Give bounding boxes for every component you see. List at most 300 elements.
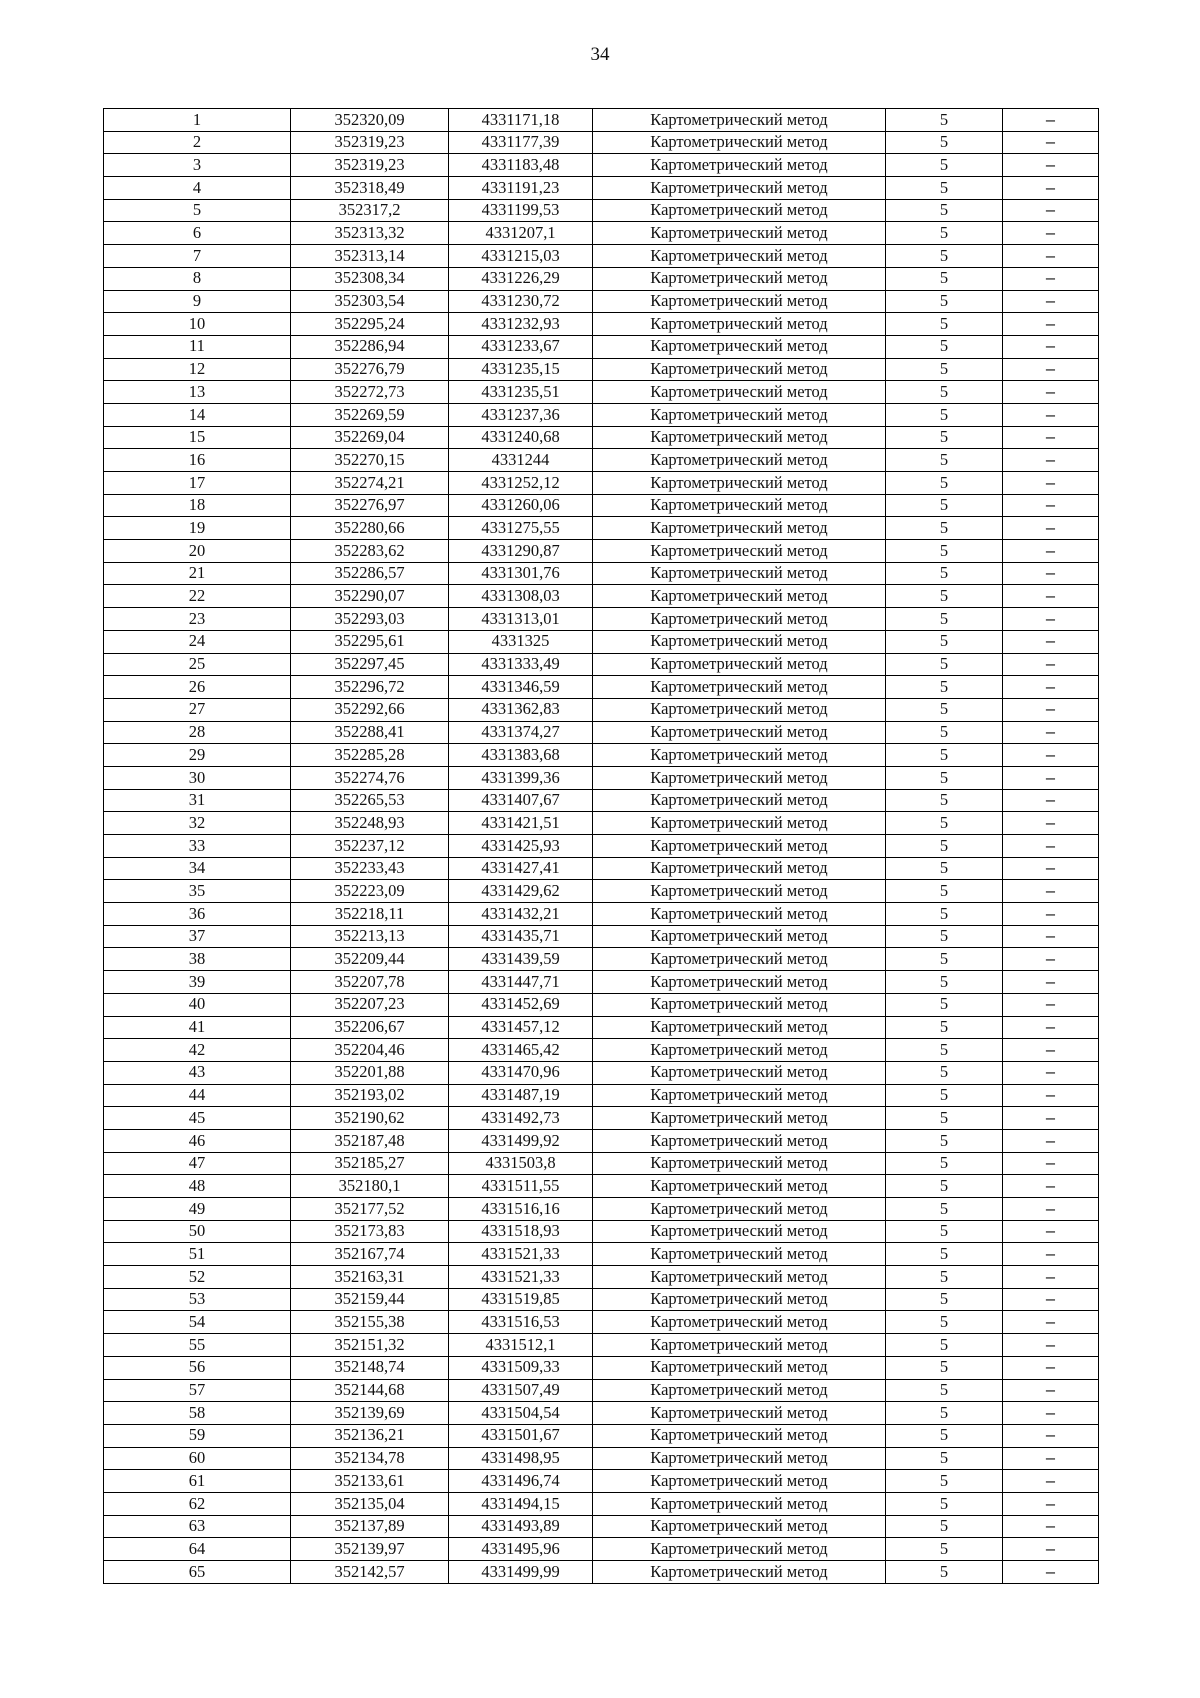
method-cell: Картометрический метод <box>593 1039 886 1062</box>
point-number-cell: 56 <box>104 1356 291 1379</box>
accuracy-cell: 5 <box>886 517 1003 540</box>
x-coordinate-cell: 352173,83 <box>291 1220 449 1243</box>
point-number-cell: 47 <box>104 1152 291 1175</box>
description-cell: – <box>1003 993 1099 1016</box>
description-cell: – <box>1003 1379 1099 1402</box>
y-coordinate-cell: 4331171,18 <box>449 109 593 132</box>
method-cell: Картометрический метод <box>593 789 886 812</box>
description-cell: – <box>1003 1561 1099 1584</box>
point-number-cell: 6 <box>104 222 291 245</box>
point-number-cell: 30 <box>104 766 291 789</box>
table-row <box>104 381 1099 404</box>
y-coordinate-cell: 4331301,76 <box>449 562 593 585</box>
description-cell: – <box>1003 857 1099 880</box>
table-row <box>104 925 1099 948</box>
accuracy-cell: 5 <box>886 744 1003 767</box>
y-coordinate-cell: 4331429,62 <box>449 880 593 903</box>
y-coordinate-cell: 4331313,01 <box>449 608 593 631</box>
description-cell: – <box>1003 630 1099 653</box>
table-row <box>104 472 1099 495</box>
accuracy-cell: 5 <box>886 1266 1003 1289</box>
point-number-cell: 25 <box>104 653 291 676</box>
accuracy-cell: 5 <box>886 494 1003 517</box>
method-cell: Картометрический метод <box>593 1243 886 1266</box>
x-coordinate-cell: 352292,66 <box>291 698 449 721</box>
y-coordinate-cell: 4331521,33 <box>449 1243 593 1266</box>
y-coordinate-cell: 4331199,53 <box>449 199 593 222</box>
y-coordinate-cell: 4331507,49 <box>449 1379 593 1402</box>
accuracy-cell: 5 <box>886 154 1003 177</box>
description-cell: – <box>1003 1311 1099 1334</box>
description-cell: – <box>1003 562 1099 585</box>
table-row <box>104 1129 1099 1152</box>
method-cell: Картометрический метод <box>593 1402 886 1425</box>
accuracy-cell: 5 <box>886 1220 1003 1243</box>
point-number-cell: 46 <box>104 1129 291 1152</box>
method-cell: Картометрический метод <box>593 290 886 313</box>
method-cell: Картометрический метод <box>593 154 886 177</box>
y-coordinate-cell: 4331495,96 <box>449 1538 593 1561</box>
method-cell: Картометрический метод <box>593 1016 886 1039</box>
accuracy-cell: 5 <box>886 449 1003 472</box>
method-cell: Картометрический метод <box>593 131 886 154</box>
description-cell: – <box>1003 1402 1099 1425</box>
table-row <box>104 177 1099 200</box>
table-row <box>104 1266 1099 1289</box>
accuracy-cell: 5 <box>886 925 1003 948</box>
x-coordinate-cell: 352237,12 <box>291 835 449 858</box>
method-cell: Картометрический метод <box>593 585 886 608</box>
x-coordinate-cell: 352295,24 <box>291 313 449 336</box>
table-row <box>104 1447 1099 1470</box>
y-coordinate-cell: 4331509,33 <box>449 1356 593 1379</box>
description-cell: – <box>1003 1243 1099 1266</box>
y-coordinate-cell: 4331230,72 <box>449 290 593 313</box>
table-row <box>104 812 1099 835</box>
x-coordinate-cell: 352283,62 <box>291 540 449 563</box>
method-cell: Картометрический метод <box>593 676 886 699</box>
method-cell: Картометрический метод <box>593 1515 886 1538</box>
point-number-cell: 13 <box>104 381 291 404</box>
x-coordinate-cell: 352185,27 <box>291 1152 449 1175</box>
table-row <box>104 766 1099 789</box>
y-coordinate-cell: 4331503,8 <box>449 1152 593 1175</box>
accuracy-cell: 5 <box>886 835 1003 858</box>
description-cell: – <box>1003 1061 1099 1084</box>
point-number-cell: 31 <box>104 789 291 812</box>
y-coordinate-cell: 4331425,93 <box>449 835 593 858</box>
accuracy-cell: 5 <box>886 222 1003 245</box>
point-number-cell: 10 <box>104 313 291 336</box>
description-cell: – <box>1003 449 1099 472</box>
accuracy-cell: 5 <box>886 313 1003 336</box>
description-cell: – <box>1003 1107 1099 1130</box>
point-number-cell: 32 <box>104 812 291 835</box>
method-cell: Картометрический метод <box>593 222 886 245</box>
point-number-cell: 35 <box>104 880 291 903</box>
y-coordinate-cell: 4331487,19 <box>449 1084 593 1107</box>
accuracy-cell: 5 <box>886 1288 1003 1311</box>
x-coordinate-cell: 352148,74 <box>291 1356 449 1379</box>
accuracy-cell: 5 <box>886 789 1003 812</box>
accuracy-cell: 5 <box>886 766 1003 789</box>
x-coordinate-cell: 352139,69 <box>291 1402 449 1425</box>
y-coordinate-cell: 4331516,53 <box>449 1311 593 1334</box>
accuracy-cell: 5 <box>886 1061 1003 1084</box>
point-number-cell: 39 <box>104 971 291 994</box>
x-coordinate-cell: 352248,93 <box>291 812 449 835</box>
method-cell: Картометрический метод <box>593 880 886 903</box>
accuracy-cell: 5 <box>886 1492 1003 1515</box>
accuracy-cell: 5 <box>886 1107 1003 1130</box>
table-row <box>104 857 1099 880</box>
point-number-cell: 44 <box>104 1084 291 1107</box>
method-cell: Картометрический метод <box>593 1538 886 1561</box>
method-cell: Картометрический метод <box>593 540 886 563</box>
table-row <box>104 245 1099 268</box>
x-coordinate-cell: 352269,04 <box>291 426 449 449</box>
x-coordinate-cell: 352295,61 <box>291 630 449 653</box>
description-cell: – <box>1003 335 1099 358</box>
table-row <box>104 971 1099 994</box>
description-cell: – <box>1003 925 1099 948</box>
x-coordinate-cell: 352296,72 <box>291 676 449 699</box>
accuracy-cell: 5 <box>886 585 1003 608</box>
point-number-cell: 41 <box>104 1016 291 1039</box>
point-number-cell: 18 <box>104 494 291 517</box>
x-coordinate-cell: 352139,97 <box>291 1538 449 1561</box>
method-cell: Картометрический метод <box>593 1198 886 1221</box>
x-coordinate-cell: 352206,67 <box>291 1016 449 1039</box>
x-coordinate-cell: 352276,79 <box>291 358 449 381</box>
method-cell: Картометрический метод <box>593 1379 886 1402</box>
table-row <box>104 585 1099 608</box>
method-cell: Картометрический метод <box>593 109 886 132</box>
table-row <box>104 1492 1099 1515</box>
y-coordinate-cell: 4331383,68 <box>449 744 593 767</box>
y-coordinate-cell: 4331235,51 <box>449 381 593 404</box>
description-cell: – <box>1003 358 1099 381</box>
method-cell: Картометрический метод <box>593 698 886 721</box>
description-cell: – <box>1003 1356 1099 1379</box>
y-coordinate-cell: 4331498,95 <box>449 1447 593 1470</box>
point-number-cell: 54 <box>104 1311 291 1334</box>
accuracy-cell: 5 <box>886 1016 1003 1039</box>
method-cell: Картометрический метод <box>593 1424 886 1447</box>
description-cell: – <box>1003 744 1099 767</box>
y-coordinate-cell: 4331191,23 <box>449 177 593 200</box>
description-cell: – <box>1003 290 1099 313</box>
table-row <box>104 880 1099 903</box>
description-cell: – <box>1003 971 1099 994</box>
table-row <box>104 1220 1099 1243</box>
table-row <box>104 993 1099 1016</box>
table-row <box>104 358 1099 381</box>
y-coordinate-cell: 4331432,21 <box>449 903 593 926</box>
table-row <box>104 948 1099 971</box>
table-row <box>104 1198 1099 1221</box>
x-coordinate-cell: 352276,97 <box>291 494 449 517</box>
y-coordinate-cell: 4331519,85 <box>449 1288 593 1311</box>
description-cell: – <box>1003 1220 1099 1243</box>
point-number-cell: 49 <box>104 1198 291 1221</box>
method-cell: Картометрический метод <box>593 1107 886 1130</box>
point-number-cell: 42 <box>104 1039 291 1062</box>
point-number-cell: 38 <box>104 948 291 971</box>
method-cell: Картометрический метод <box>593 517 886 540</box>
point-number-cell: 19 <box>104 517 291 540</box>
description-cell: – <box>1003 177 1099 200</box>
method-cell: Картометрический метод <box>593 1266 886 1289</box>
accuracy-cell: 5 <box>886 698 1003 721</box>
table-row <box>104 540 1099 563</box>
method-cell: Картометрический метод <box>593 1175 886 1198</box>
accuracy-cell: 5 <box>886 1538 1003 1561</box>
accuracy-cell: 5 <box>886 721 1003 744</box>
description-cell: – <box>1003 1538 1099 1561</box>
description-cell: – <box>1003 199 1099 222</box>
y-coordinate-cell: 4331362,83 <box>449 698 593 721</box>
point-number-cell: 5 <box>104 199 291 222</box>
method-cell: Картометрический метод <box>593 358 886 381</box>
y-coordinate-cell: 4331333,49 <box>449 653 593 676</box>
accuracy-cell: 5 <box>886 109 1003 132</box>
method-cell: Картометрический метод <box>593 1220 886 1243</box>
method-cell: Картометрический метод <box>593 835 886 858</box>
point-number-cell: 65 <box>104 1561 291 1584</box>
y-coordinate-cell: 4331457,12 <box>449 1016 593 1039</box>
accuracy-cell: 5 <box>886 358 1003 381</box>
description-cell: – <box>1003 131 1099 154</box>
description-cell: – <box>1003 1492 1099 1515</box>
x-coordinate-cell: 352163,31 <box>291 1266 449 1289</box>
x-coordinate-cell: 352272,73 <box>291 381 449 404</box>
point-number-cell: 24 <box>104 630 291 653</box>
table-row <box>104 1084 1099 1107</box>
accuracy-cell: 5 <box>886 630 1003 653</box>
table-row <box>104 1061 1099 1084</box>
method-cell: Картометрический метод <box>593 1470 886 1493</box>
y-coordinate-cell: 4331518,93 <box>449 1220 593 1243</box>
x-coordinate-cell: 352286,57 <box>291 562 449 585</box>
x-coordinate-cell: 352133,61 <box>291 1470 449 1493</box>
point-number-cell: 57 <box>104 1379 291 1402</box>
x-coordinate-cell: 352313,14 <box>291 245 449 268</box>
method-cell: Картометрический метод <box>593 1356 886 1379</box>
accuracy-cell: 5 <box>886 1152 1003 1175</box>
table-row <box>104 1152 1099 1175</box>
y-coordinate-cell: 4331207,1 <box>449 222 593 245</box>
point-number-cell: 59 <box>104 1424 291 1447</box>
point-number-cell: 28 <box>104 721 291 744</box>
point-number-cell: 29 <box>104 744 291 767</box>
method-cell: Картометрический метод <box>593 1129 886 1152</box>
point-number-cell: 62 <box>104 1492 291 1515</box>
point-number-cell: 52 <box>104 1266 291 1289</box>
table-row <box>104 131 1099 154</box>
point-number-cell: 3 <box>104 154 291 177</box>
point-number-cell: 12 <box>104 358 291 381</box>
description-cell: – <box>1003 1447 1099 1470</box>
x-coordinate-cell: 352209,44 <box>291 948 449 971</box>
x-coordinate-cell: 352286,94 <box>291 335 449 358</box>
accuracy-cell: 5 <box>886 1561 1003 1584</box>
x-coordinate-cell: 352193,02 <box>291 1084 449 1107</box>
description-cell: – <box>1003 653 1099 676</box>
x-coordinate-cell: 352313,32 <box>291 222 449 245</box>
description-cell: – <box>1003 313 1099 336</box>
table-row <box>104 698 1099 721</box>
point-number-cell: 45 <box>104 1107 291 1130</box>
x-coordinate-cell: 352213,13 <box>291 925 449 948</box>
description-cell: – <box>1003 403 1099 426</box>
x-coordinate-cell: 352151,32 <box>291 1334 449 1357</box>
x-coordinate-cell: 352293,03 <box>291 608 449 631</box>
description-cell: – <box>1003 1515 1099 1538</box>
y-coordinate-cell: 4331499,92 <box>449 1129 593 1152</box>
table-row <box>104 1039 1099 1062</box>
accuracy-cell: 5 <box>886 1470 1003 1493</box>
table-row <box>104 313 1099 336</box>
method-cell: Картометрический метод <box>593 1061 886 1084</box>
y-coordinate-cell: 4331407,67 <box>449 789 593 812</box>
description-cell: – <box>1003 835 1099 858</box>
description-cell: – <box>1003 676 1099 699</box>
table-row <box>104 630 1099 653</box>
table-row <box>104 1538 1099 1561</box>
point-number-cell: 4 <box>104 177 291 200</box>
x-coordinate-cell: 352308,34 <box>291 267 449 290</box>
description-cell: – <box>1003 1288 1099 1311</box>
table-row <box>104 676 1099 699</box>
method-cell: Картометрический метод <box>593 494 886 517</box>
table-row <box>104 109 1099 132</box>
x-coordinate-cell: 352303,54 <box>291 290 449 313</box>
y-coordinate-cell: 4331439,59 <box>449 948 593 971</box>
y-coordinate-cell: 4331447,71 <box>449 971 593 994</box>
accuracy-cell: 5 <box>886 857 1003 880</box>
description-cell: – <box>1003 698 1099 721</box>
table-row <box>104 608 1099 631</box>
method-cell: Картометрический метод <box>593 1561 886 1584</box>
description-cell: – <box>1003 517 1099 540</box>
method-cell: Картометрический метод <box>593 245 886 268</box>
table-row <box>104 494 1099 517</box>
method-cell: Картометрический метод <box>593 381 886 404</box>
table-row <box>104 1311 1099 1334</box>
y-coordinate-cell: 4331521,33 <box>449 1266 593 1289</box>
accuracy-cell: 5 <box>886 1175 1003 1198</box>
table-row <box>104 1470 1099 1493</box>
x-coordinate-cell: 352318,49 <box>291 177 449 200</box>
y-coordinate-cell: 4331346,59 <box>449 676 593 699</box>
table-row <box>104 835 1099 858</box>
x-coordinate-cell: 352159,44 <box>291 1288 449 1311</box>
method-cell: Картометрический метод <box>593 903 886 926</box>
accuracy-cell: 5 <box>886 1198 1003 1221</box>
table-row <box>104 1016 1099 1039</box>
point-number-cell: 17 <box>104 472 291 495</box>
method-cell: Картометрический метод <box>593 812 886 835</box>
method-cell: Картометрический метод <box>593 335 886 358</box>
x-coordinate-cell: 352233,43 <box>291 857 449 880</box>
y-coordinate-cell: 4331215,03 <box>449 245 593 268</box>
table-row <box>104 1356 1099 1379</box>
point-number-cell: 16 <box>104 449 291 472</box>
description-cell: – <box>1003 1039 1099 1062</box>
y-coordinate-cell: 4331496,74 <box>449 1470 593 1493</box>
point-number-cell: 11 <box>104 335 291 358</box>
description-cell: – <box>1003 109 1099 132</box>
description-cell: – <box>1003 1129 1099 1152</box>
method-cell: Картометрический метод <box>593 449 886 472</box>
y-coordinate-cell: 4331374,27 <box>449 721 593 744</box>
accuracy-cell: 5 <box>886 1243 1003 1266</box>
coordinates-table-body <box>104 109 1099 1584</box>
method-cell: Картометрический метод <box>593 177 886 200</box>
table-row <box>104 449 1099 472</box>
description-cell: – <box>1003 540 1099 563</box>
point-number-cell: 43 <box>104 1061 291 1084</box>
method-cell: Картометрический метод <box>593 971 886 994</box>
description-cell: – <box>1003 472 1099 495</box>
x-coordinate-cell: 352218,11 <box>291 903 449 926</box>
description-cell: – <box>1003 154 1099 177</box>
description-cell: – <box>1003 1198 1099 1221</box>
point-number-cell: 58 <box>104 1402 291 1425</box>
method-cell: Картометрический метод <box>593 1311 886 1334</box>
method-cell: Картометрический метод <box>593 199 886 222</box>
x-coordinate-cell: 352135,04 <box>291 1492 449 1515</box>
description-cell: – <box>1003 381 1099 404</box>
x-coordinate-cell: 352317,2 <box>291 199 449 222</box>
description-cell: – <box>1003 948 1099 971</box>
point-number-cell: 14 <box>104 403 291 426</box>
point-number-cell: 2 <box>104 131 291 154</box>
table-row <box>104 199 1099 222</box>
y-coordinate-cell: 4331252,12 <box>449 472 593 495</box>
description-cell: – <box>1003 426 1099 449</box>
page-number: 34 <box>590 44 610 65</box>
x-coordinate-cell: 352142,57 <box>291 1561 449 1584</box>
point-number-cell: 7 <box>104 245 291 268</box>
y-coordinate-cell: 4331492,73 <box>449 1107 593 1130</box>
table-row <box>104 1288 1099 1311</box>
x-coordinate-cell: 352285,28 <box>291 744 449 767</box>
x-coordinate-cell: 352269,59 <box>291 403 449 426</box>
x-coordinate-cell: 352155,38 <box>291 1311 449 1334</box>
point-number-cell: 27 <box>104 698 291 721</box>
y-coordinate-cell: 4331290,87 <box>449 540 593 563</box>
accuracy-cell: 5 <box>886 1356 1003 1379</box>
table-row <box>104 1515 1099 1538</box>
x-coordinate-cell: 352134,78 <box>291 1447 449 1470</box>
description-cell: – <box>1003 1152 1099 1175</box>
x-coordinate-cell: 352137,89 <box>291 1515 449 1538</box>
accuracy-cell: 5 <box>886 199 1003 222</box>
accuracy-cell: 5 <box>886 290 1003 313</box>
accuracy-cell: 5 <box>886 1402 1003 1425</box>
accuracy-cell: 5 <box>886 1084 1003 1107</box>
accuracy-cell: 5 <box>886 948 1003 971</box>
point-number-cell: 40 <box>104 993 291 1016</box>
table-row <box>104 562 1099 585</box>
y-coordinate-cell: 4331260,06 <box>449 494 593 517</box>
x-coordinate-cell: 352223,09 <box>291 880 449 903</box>
description-cell: – <box>1003 880 1099 903</box>
accuracy-cell: 5 <box>886 1129 1003 1152</box>
point-number-cell: 20 <box>104 540 291 563</box>
